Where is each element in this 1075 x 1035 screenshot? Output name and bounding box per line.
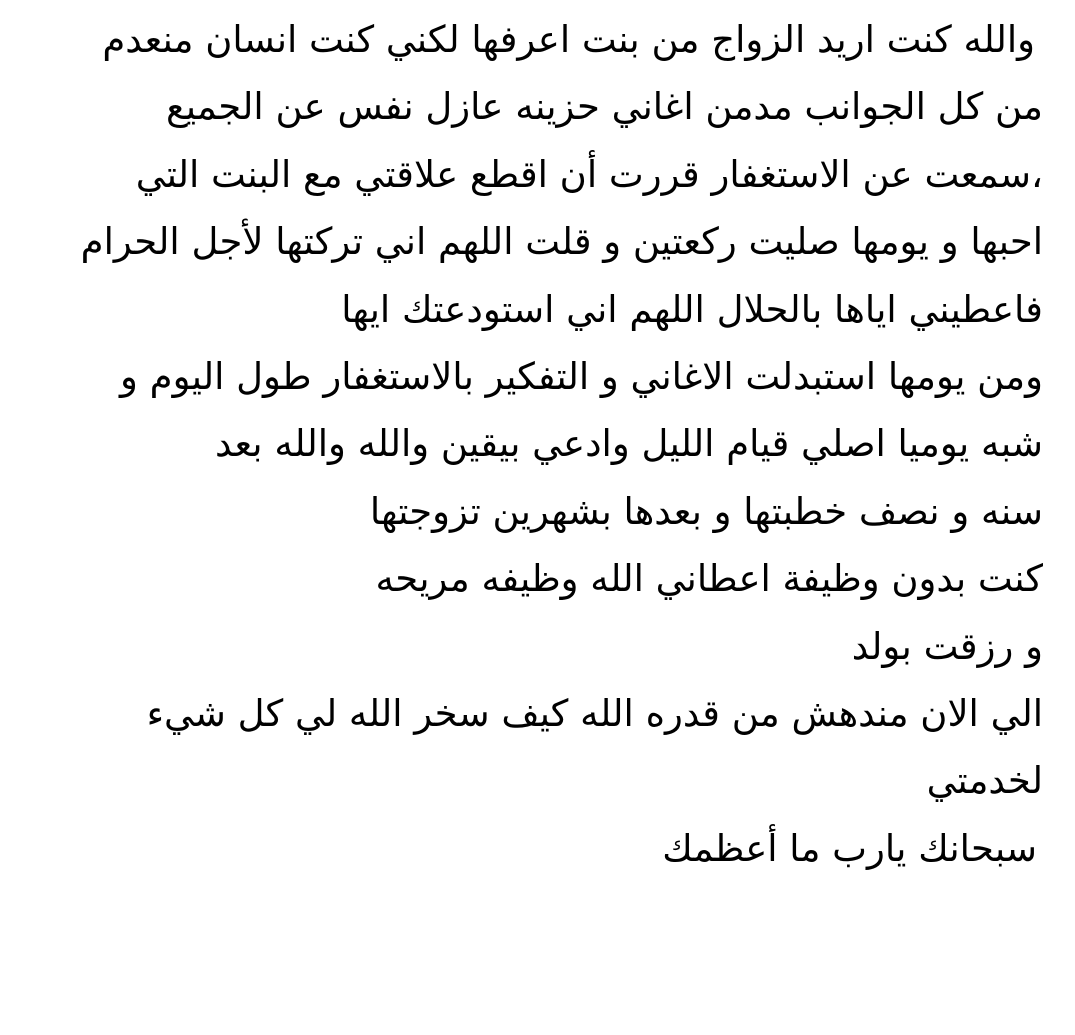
text-line: الي الان مندهش من قدره الله كيف سخر الله لي كل شيء bbox=[146, 691, 1043, 735]
text-line: و رزقت بولد bbox=[851, 624, 1043, 668]
text-line: شبه يوميا اصلي قيام الليل وادعي بيقين والله والله بعد bbox=[215, 422, 1043, 466]
text-line: سبحانك يارب ما أعظمك bbox=[662, 826, 1037, 870]
text-line: احبها و يومها صليت ركعتين و قلت اللهم اني تركتها لأجل الحرام bbox=[80, 220, 1043, 264]
text-line: ،سمعت عن الاستغفار قررت أن اقطع علاقتي مع البنت التي bbox=[135, 152, 1043, 196]
text-line: فاعطيني اياها بالحلال اللهم اني استودعتك ايها bbox=[341, 287, 1043, 331]
text-line: والله كنت اريد الزواج من بنت اعرفها لكني كنت انسان منعدم bbox=[102, 18, 1035, 61]
text-line: ومن يومها استبدلت الاغاني و التفكير بالاستغفار طول اليوم و bbox=[120, 354, 1043, 398]
text-line: سنه و نصف خطبتها و بعدها بشهرين تزوجتها bbox=[369, 489, 1043, 533]
text-line: لخدمتي bbox=[926, 759, 1043, 803]
text-line: كنت بدون وظيفة اعطاني الله وظيفه مريحه bbox=[375, 557, 1043, 601]
text-line: من كل الجوانب مدمن اغاني حزينه عازل نفس عن الجميع bbox=[166, 85, 1043, 129]
